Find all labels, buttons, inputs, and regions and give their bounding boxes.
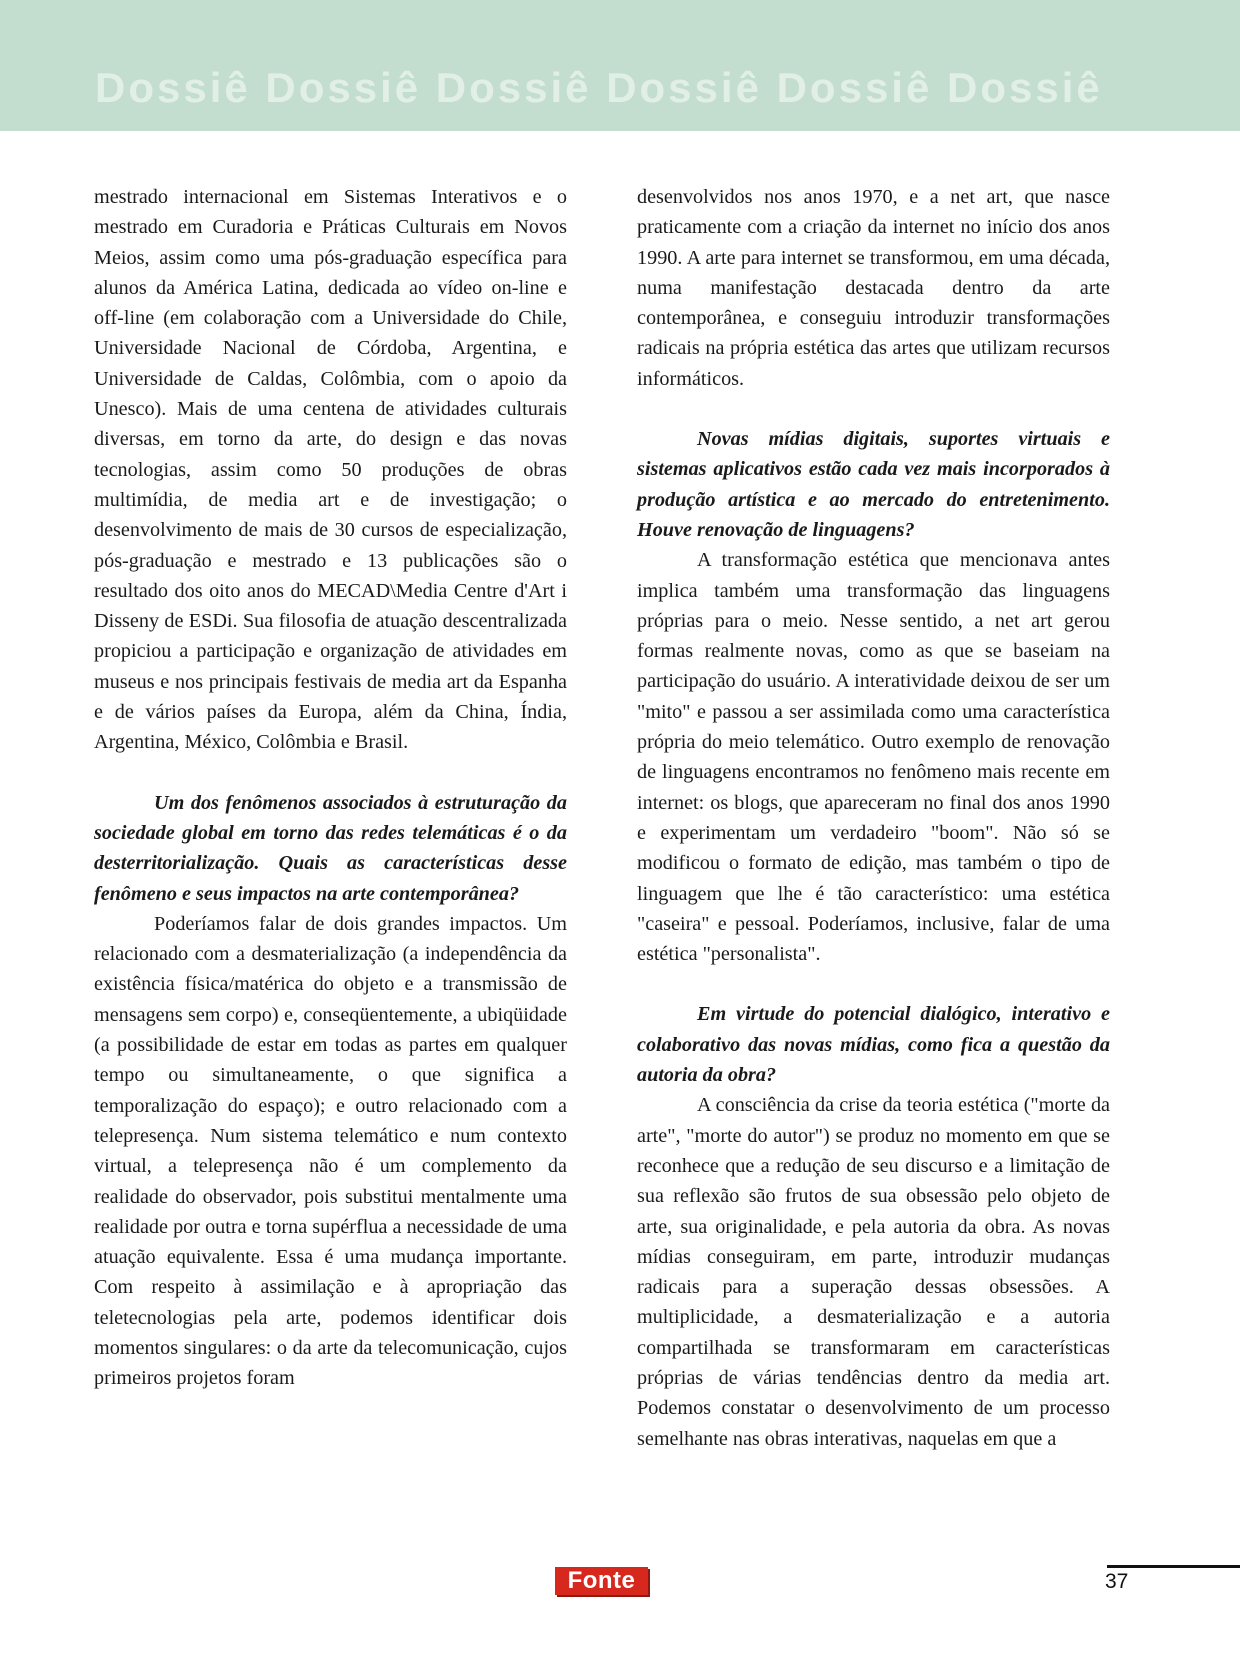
- body-paragraph: Poderíamos falar de dois grandes impactos. Um relacionado com a desmaterialização (a independência da existência física/matérica do objeto e a transmissão de mensagens sem corpo) e, conseqüentemente, a ubiqüidade (a possibilidade de estar em todas as partes em qualquer tempo ou simultaneamente, o que significa a temporalização do espaço); e outro relacionado com a telepresença. Num sistema telemático e num contexto virtual, a telepresença não é um complemento da realidade do observador, pois substitui mentalmente uma realidade por outra e torna supérflua a necessidade de uma atuação equivalente. Essa é uma mudança importante. Com respeito à assimilação e à apropriação das teletecnologias pela arte, podemos identificar dois momentos singulares: o da arte da telecomunicação, cujos primeiros projetos foram: [94, 912, 567, 1390]
- right-column: [637, 182, 1110, 1454]
- interview-question: Novas mídias digitais, suportes virtuais e sistemas aplicativos estão cada vez mais incorporados à produção artística e ao mercado do entretenimento. Houve renovação de linguagens?: [637, 428, 1110, 541]
- fonte-logo: Fonte: [555, 1567, 648, 1595]
- interview-question: Um dos fenômenos associados à estruturação da sociedade global em torno das redes telemáticas é o da desterritorialização. Quais as características desse fenômeno e seus impactos na arte contemporânea?: [94, 791, 567, 905]
- body-paragraph: desenvolvidos nos anos 1970, e a net art, que nasce praticamente com a criação da internet no início dos anos 1990. A arte para internet se transformou, em uma década, numa manifestação destacada dentro da arte contemporânea, e conseguiu introduzir transformações radicais na própria estética das artes que utilizam recursos informáticos.: [637, 186, 1110, 390]
- body-paragraph: mestrado internacional em Sistemas Interativos e o mestrado em Curadoria e Práticas Culturais em Novos Meios, assim como uma pós-graduação específica para alunos da América Latina, dedicada ao vídeo on-line e off-line (em colaboração com a Universidade do Chile, Universidade Nacional de Córdoba, Argentina, e Universidade de Caldas, Colômbia, com o apoio da Unesco). Mais de uma centena de atividades culturais diversas, em torno da arte, do design e das novas tecnologias, assim como 50 produções de obras multimídia, de media art e de investigação; o desenvolvimento de mais de 30 cursos de especialização, pós-graduação e mestrado e 13 publicações são o resultado dos oito anos do MECAD\Media Centre d'Art i Disseny de ESDi. Sua filosofia de atuação descentralizada propiciou a participação e organização de atividades em museus e nos principais festivais de media art da Espanha e de vários países da Europa, além da China, Índia, Argentina, México, Colômbia e Brasil.: [94, 186, 567, 754]
- page-number: 37: [1105, 1570, 1129, 1593]
- banner-title: Dossiê Dossiê Dossiê Dossiê Dossiê Dossiê: [95, 64, 1103, 111]
- footer-rule: [1107, 1565, 1240, 1568]
- section-banner: [0, 0, 1240, 131]
- interview-question: Em virtude do potencial dialógico, interativo e colaborativo das novas mídias, como fica a questão da autoria da obra?: [637, 1003, 1110, 1087]
- body-paragraph: A consciência da crise da teoria estética ("morte da arte", "morte do autor") se produz no momento em que se reconhece que a redução de seu discurso e a limitação de sua reflexão são frutos de sua obsessão pelo objeto de arte, sua originalidade, e pela autoria da obra. As novas mídias conseguiram, em parte, introduzir mudanças radicais para a superação dessas obsessões. A multiplicidade, a desmaterialização e a autoria compartilhada se transformaram em características próprias de várias tendências dentro da media art. Podemos constatar o desenvolvimento de um processo semelhante nas obras interativas, naquelas em que a: [637, 1094, 1110, 1450]
- body-paragraph: A transformação estética que mencionava antes implica também uma transformação das linguagens próprias para o meio. Nesse sentido, a net art gerou formas realmente novas, como as que se baseiam na participação do usuário. A interatividade deixou de ser um "mito" e passou a ser assimilada como uma característica própria do meio telemático. Outro exemplo de renovação de linguagens encontramos no fenômeno mais recente em internet: os blogs, que apareceram no final dos anos 1990 e experimentam um verdadeiro "boom". Não só se modificou o formato de edição, mas também o tipo de linguagem que lhe é tão característico: uma estética "caseira" e pessoal. Poderíamos, inclusive, falar de uma estética "personalista".: [637, 549, 1110, 966]
- left-column: [94, 182, 567, 1394]
